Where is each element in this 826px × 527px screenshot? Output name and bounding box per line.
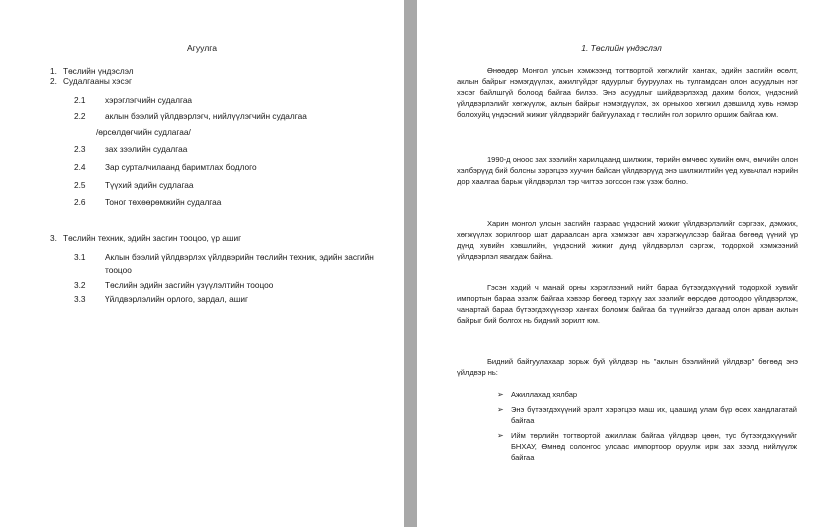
bullet-list <box>497 389 797 467</box>
toc-item-number: 2.2 <box>74 111 86 121</box>
toc-item <box>50 233 241 243</box>
document-page-left[interactable] <box>0 0 404 527</box>
toc-item-text: Тоног төхөөрөмжийн судалгаа <box>105 197 222 207</box>
list-item <box>497 389 797 400</box>
toc-item <box>74 144 187 154</box>
toc-item <box>74 180 194 190</box>
toc-item-text: Зар сурталчилаанд баримтлах бодлого <box>105 162 257 172</box>
toc-item-number: 2.4 <box>74 162 86 172</box>
toc-item-continuation: /өрсөлдөгчийн судлагаа/ <box>96 127 191 137</box>
toc-title: Агуулга <box>186 43 217 53</box>
toc-item-text: Үйлдвэрлэлийн орлого, зардал, ашиг <box>105 294 249 304</box>
toc-item-number: 2. <box>50 76 57 86</box>
toc-item-text: Судалгааны хэсэг <box>63 76 132 86</box>
bullet-text: Ажиллахад хялбар <box>511 390 578 399</box>
toc-item-number: 3.3 <box>74 294 86 304</box>
toc-item <box>74 197 221 207</box>
toc-item <box>50 76 132 86</box>
toc-item-text: Аклын бээлий үйлдвэрлэх үйлдвэрийн төслийн техник, эдийн засгийн <box>105 252 374 262</box>
toc-item-number: 2.1 <box>74 95 86 105</box>
section-title: 1. Төслийн үндэслэл <box>581 43 662 53</box>
body-paragraph: 1990-д оноос зах зээлийн харилцаанд шилжиж, төрийн өмчөөс хувийн өмч, өмчийн олон хэлбэрүүд бий болсны зэрэгцээ хуучин байсан үйлдвэрүүд энэ шилжилтийн үед хувьчлал нэрийн дор хаалгаа барьж үйлдвэрлэл тэр чигтээ зогссон гэж үзэж болно. <box>457 155 798 186</box>
bullet-text: Энэ бүтээгдэхүүний эрэлт хэрэгцээ маш их, цаашид улам бүр өсөх хандлагатай байгаа <box>511 405 797 425</box>
document-page-right[interactable] <box>417 0 826 527</box>
arrow-bullet-icon: ➢ <box>497 390 504 399</box>
toc-item-number: 3. <box>50 233 57 243</box>
toc-item-number: 2.3 <box>74 144 86 154</box>
arrow-bullet-icon: ➢ <box>497 405 504 414</box>
bullet-text: Ийм төрлийн тогтвортой ажиллаж байгаа үйлдвэр цөөн, тус бүтээгдэхүүнийг БНХАУ, Өмнөд солонгос улсаас импортоор оруулж ирж зах зээлд нийлүүлж байгаа <box>511 431 797 462</box>
toc-item-number: 3.2 <box>74 280 86 290</box>
arrow-bullet-icon: ➢ <box>497 431 504 440</box>
toc-item-number: 3.1 <box>74 252 86 262</box>
toc-item-text: Төслийн үндэслэл <box>63 66 134 76</box>
toc-item <box>74 294 248 304</box>
toc-item-text: Төслийн эдийн засгийн үзүүлэлтийн тооцоо <box>105 280 274 290</box>
toc-item-text: Төслийн техник, эдийн засгин тооцоо, үр ашиг <box>63 233 242 243</box>
toc-item-continuation: тооцоо <box>105 265 132 275</box>
body-paragraph: Харин монгол улсын засгийн газраас үндэсний жижиг үйлдвэрлэлийг сэргээх, дэмжих, хөгжүүлэх зорилгоор шат дараалсан арга хэмжээг авч хэрэгжүүлсээр байгаа бөгөөд үүний үр дүнд хувийн хэвшлийн, үндэсний жижиг дунд үйлдвэрлэл сэргэж, тодорхой хэмжээний үйлдвэрлэл явагдаж байна. <box>457 219 798 261</box>
toc-item-number: 2.6 <box>74 197 86 207</box>
toc-item <box>74 280 273 290</box>
body-paragraph: Өнөөдөр Монгол улсын хэмжээнд тогтвортой хөгжлийг хангах, эдийн засгийн өсөлт, аклын байрыг нэмэгдүүлэх, ажилгүйдэг ядуурлыг бууруулах нь тулгамдсан олон асуудлын нэг хэсэг байлшгүй болоод байгаа билээ. Энэ асуудлыг шийдвэрлэхэд дахим болох, үндэсний үйлдвэрлэлийг хөгжүүлж, аклын байрыг нэмэгдүүлэх, эх орныхоо хөгжил дэвшилд хувь нэмэр болохуйц үндэсний жижиг үйлдвэрийг байгуулахад г төслийн гол зорилго оршиж байгаа юм. <box>457 66 798 119</box>
toc-item <box>50 66 134 76</box>
toc-item-number: 2.5 <box>74 180 86 190</box>
body-paragraph: Бидний байгуулахаар зорьж буй үйлдвэр нь "аклын бээлийний үйлдвэр" бөгөөд энэ үйлдвэр нь: <box>457 357 798 377</box>
toc-item-text: хэрэглэгчийн судалгаа <box>105 95 193 105</box>
toc-item-text: Түүхий эдийн судлагаа <box>105 180 194 190</box>
toc-item-number: 1. <box>50 66 57 76</box>
body-paragraph: Гэсэн хэдий ч манай орны хэрэглээний нийт бараа бүтээгдэхүүний тодорхой хувийг импортын бараа эзэлж байгаа хэвээр бөгөөд тэрхүү зах зээлийг өөрсдөө дотоодоо үйлдвэрлэж, чанартай бараа бүтээгдэхүүнээр хангах боломж байгаа ба түүнийгээ дагаад олон арван аклын байрыг бий болгох нь бидний зорилт юм. <box>457 283 798 325</box>
toc-item-text: аклын бээлий үйлдвэрлэгч, нийлүүлэгчийн судалгаа <box>105 111 307 121</box>
toc-item <box>74 162 257 172</box>
toc-item <box>74 95 192 105</box>
list-item <box>497 430 797 463</box>
toc-item <box>74 252 374 262</box>
list-item <box>497 404 797 426</box>
toc-item-text: зах зээлийн судалгаа <box>105 144 188 154</box>
toc-item <box>74 111 307 121</box>
